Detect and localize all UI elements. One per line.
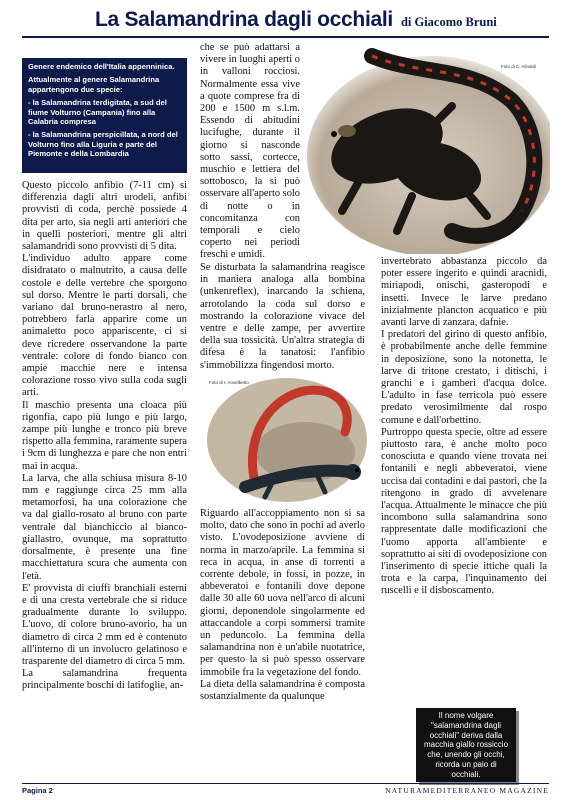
c1-paragraph: La larva, che alla schiusa misura 8-10 mm e raggiunge circa 25 mm alla metamorfosi, ha una colorazione che va dal giallo-rosato al bruno con parte ventrale dal bianchiccio al bianco-giallastro, ovunque, ma soprattutto dorsalmente, è presente una fine macchiettatura scura che aumenta con l'età. bbox=[22, 472, 187, 582]
footer-rule bbox=[22, 783, 549, 784]
c1-paragraph: E' provvista di ciuffi branchiali esterni e di una cresta vertebrale che si riduce gradualmente durante lo sviluppo. L'uovo, di colore bruno-avorio, ha un diametro di circa 2 mm ed è contenuto all'interno di un involucro gelatinoso e trasparente del diametro di circa 5 mm. bbox=[22, 582, 187, 667]
infobox-intro: Genere endemico dell'Italia appenninica. bbox=[28, 62, 175, 71]
byline: di Giacomo Bruni bbox=[400, 15, 497, 29]
column-2-middle bbox=[200, 262, 365, 372]
column-1 bbox=[22, 180, 187, 693]
species-infobox bbox=[22, 58, 187, 173]
c3-paragraph: Purtroppo questa specie, oltre ad essere piuttosto rara, è anche molto poco conosciuta e quando viene trovata nei fontanili e negli abbeveratoi, viene uccisa dai contadini e dai pastori, che la ritengono in grado di avvelenare l'acqua. Attualmente le minacce che più incombono sulla salamandrina sono rappresentate dalle modificazioni che l'uomo apporta all'ambiente e soprattutto ai siti di ovodeposizione con l'inserimento di specie ittiche quali la trota e la carpa, l'inquinamento dei ruscelli e il disboscamento. bbox=[381, 426, 547, 597]
salamander-photo-top bbox=[302, 46, 550, 254]
c2-paragraph: Riguardo all'accoppiamento non si sa molto, dato che sono in pochi ad averlo visto. L'ovodeposizione avviene di norma in marzo/aprile. La femmina si reca in acqua, in anse di torrenti a corrente debole, in fossi, in pozze, in abbeveratoi e fontanili dove depone dalle 30 alle 60 uova nell'arco di alcuni giorni, deponendole singolarmente ed attaccandole a corpi sommersi tramite un peduncolo. La femmina della salamandrina non è un'abile nuotatrice, per questo la si può spesso osservare immobile fra la vegetazione del fondo. bbox=[200, 508, 365, 678]
infobox-lead: Attualmente al genere Salamandrina appartengono due specie: bbox=[28, 75, 160, 94]
pull-quote: Il nome volgare "salamandrina dagli occhiali" deriva dalla macchia giallo rossiccio che, unendo gli occhi, ricorda un paio di occhiali. bbox=[416, 708, 516, 782]
column-2-upper bbox=[200, 42, 300, 262]
c2-paragraph: che se può adattarsi a vivere in luoghi aperti o in valloni rocciosi. Normalmente essa vive a quote comprese fra di 200 e 1500 m s.l.m. Essendo di abitudini lucifughe, durante il giorno si nasconde sotto sassi, cortecce, muschio e lettiera del sottobosco, la si può osservare all'aperto solo di notte o in concomitanza con temporali e cielo coperto nei periodi freschi e umidi. bbox=[200, 42, 300, 261]
c1-paragraph: La salamandrina frequenta principalmente boschi di latifoglie, an- bbox=[22, 668, 187, 692]
infobox-species-1: - la Salamandrina terdigitata, a sud del fiume Volturno (Campania) fino alla Calabria compresa bbox=[28, 98, 167, 127]
article-title bbox=[95, 8, 497, 32]
c1-paragraph: L'individuo adulto appare come disidratato o malnutrito, a causa delle costole e delle vertebre che sporgono sul dorso. Mentre le parti dorsali, che variano dal bruno-nerastro al nero, potrebbero farla apparire come un animaletto poco appariscente, ci si deve ricredere osservandone la parte ventrale: colore di fondo bianco con ampie macchie nere e intensa colorazione rosso vivo sulla coda sugli arti. bbox=[22, 253, 187, 399]
c1-paragraph: Il maschio presenta una cloaca più rigonfia, capo più lungo e più largo, zampe più lunghe e tronco più breve rispetto alla femmina, raramente supera i 9cm di lunghezza e pare che non entri mai in acqua. bbox=[22, 399, 187, 472]
column-3 bbox=[381, 256, 547, 598]
title-rule bbox=[22, 36, 549, 38]
c3-paragraph: I predatori del girino di questo anfibio, è probabilmente anche delle femmine in deposizione, sono la notonetta, le larve di tritone crestato, i ditischi, i granchi e i gamberi d'acqua dolce. L'adulto in fase terricola può essere predato verosimilmente dal rospo comune e dall'orbettino. bbox=[381, 329, 547, 426]
c3-paragraph: invertebrato abbastanza piccolo da poter essere ingerito e quindi aracnidi, miriapodi, onischi, gasteropodi e insetti. Invece le larve predano inizialmente plancton acquatico e più avanti larve di zanzara, dafnie. bbox=[381, 256, 547, 329]
c2-paragraph: La dieta della salamandrina è composta sostanzialmente da qualunque bbox=[200, 678, 365, 703]
c1-paragraph: Questo piccolo anfibio (7-11 cm) si differenzia dagli altri urodeli, anfibi provvisti di coda, perchè possiede 4 dita per arto, sia negli arti anteriori che in quelli posteriori, mentre gli altri salamandridi sono provvisti di 5 dita. bbox=[22, 180, 187, 253]
c2-paragraph: Se disturbata la salamandrina reagisce in maniera analoga alla bombina (unkenreflex), inarcando la schiena, arrotolando la coda sul dorso e mostrando la colorazione vivace del ventre e delle zampe, per avvertire della sua tossicità. Un'altra strategia di difesa è la tanatosi: l'anfibio s'immobilizza fingendosi morto. bbox=[200, 262, 365, 371]
title-text: La Salamandrina dagli occhiali bbox=[95, 8, 393, 31]
page-number: Pagina 2 bbox=[22, 786, 53, 795]
magazine-name: NATURAMEDITERRANEO MAGAZINE bbox=[385, 786, 549, 795]
column-2-lower bbox=[200, 508, 365, 703]
photo-credit: Foto di I. Anselbetto bbox=[209, 380, 249, 385]
infobox-species-2: - la Salamandrina perspicillata, a nord del Volturno fino alla Liguria e parte del Piemonte e della Lombardia bbox=[28, 130, 178, 159]
salamander-photo-bottom bbox=[205, 372, 369, 502]
photo-credit: Foto di C. Alinaldi bbox=[500, 64, 536, 69]
